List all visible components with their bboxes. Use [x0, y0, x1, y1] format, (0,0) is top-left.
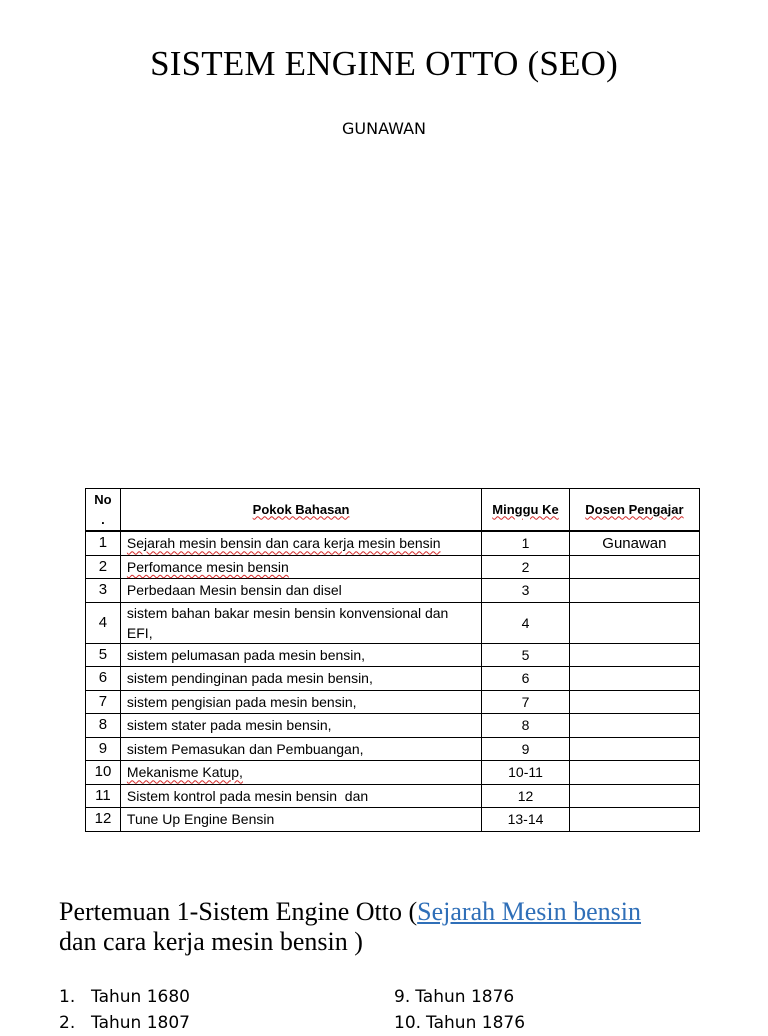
row-lecturer: [569, 602, 699, 643]
header-no-line1: No: [94, 491, 112, 507]
row-topic: sistem pengisian pada mesin bensin,: [120, 690, 481, 714]
row-week: 9: [482, 737, 570, 761]
table-row: [86, 761, 700, 785]
table-row: [86, 643, 700, 667]
list-item: [59, 1010, 190, 1036]
row-number: 10: [86, 761, 121, 785]
row-number: 8: [86, 714, 121, 738]
author-name: GUNAWAN: [341, 119, 426, 138]
list-text: Tahun 1680: [91, 987, 190, 1007]
header-topic: Pokok Bahasan: [120, 489, 481, 532]
row-number: 2: [86, 555, 121, 579]
row-week: 7: [482, 690, 570, 714]
header-lecturer: Dosen Pengajar: [569, 489, 699, 532]
years-list-right: [394, 984, 525, 1036]
table-header-row: [86, 489, 700, 532]
row-week: 5: [482, 643, 570, 667]
row-number: 6: [86, 667, 121, 691]
row-number: 3: [86, 579, 121, 603]
row-topic: Sistem kontrol pada mesin bensin dan: [120, 784, 481, 808]
table-row: [86, 808, 700, 832]
meeting-heading: [59, 897, 719, 957]
row-lecturer: [569, 761, 699, 785]
row-number: 11: [86, 784, 121, 808]
row-lecturer: [569, 690, 699, 714]
row-lecturer: [569, 667, 699, 691]
row-week: 4: [482, 602, 570, 643]
row-lecturer: [569, 808, 699, 832]
table-row: [86, 784, 700, 808]
list-item: [394, 1010, 525, 1036]
row-topic: Perbedaan Mesin bensin dan disel: [120, 579, 481, 603]
row-number: 5: [86, 643, 121, 667]
table-row: [86, 555, 700, 579]
list-text: Tahun 1876: [426, 1013, 526, 1033]
row-lecturer: [569, 579, 699, 603]
row-lecturer: [569, 737, 699, 761]
list-item: [394, 984, 525, 1010]
table-row: [86, 602, 700, 643]
row-topic: Perfomance mesin bensin: [120, 555, 481, 579]
row-week: 6: [482, 667, 570, 691]
row-topic: sistem bahan bakar mesin bensin konvensional dan EFI,: [120, 602, 481, 643]
table-row: [86, 714, 700, 738]
table-row: [86, 690, 700, 714]
row-number: 7: [86, 690, 121, 714]
row-lecturer: [569, 643, 699, 667]
meeting-suffix: dan cara kerja mesin bensin ): [59, 927, 363, 956]
row-topic: sistem stater pada mesin bensin,: [120, 714, 481, 738]
list-marker: 10.: [394, 1013, 422, 1033]
table-row: [86, 667, 700, 691]
row-lecturer: Gunawan: [569, 531, 699, 555]
row-topic: Tune Up Engine Bensin: [120, 808, 481, 832]
document-title: SISTEM ENGINE OTTO (SEO): [150, 44, 618, 83]
list-text: Tahun 1807: [91, 1013, 190, 1033]
table-row: [86, 579, 700, 603]
row-week: 2: [482, 555, 570, 579]
table-row: [86, 737, 700, 761]
list-item: [59, 984, 190, 1010]
row-number: 1: [86, 531, 121, 555]
row-number: 12: [86, 808, 121, 832]
meeting-prefix: Pertemuan 1-Sistem Engine Otto (: [59, 897, 418, 926]
header-week: Minggu Ke: [482, 489, 570, 532]
list-text: Tahun 1876: [415, 987, 515, 1007]
list-marker: 2.: [59, 1013, 76, 1033]
row-number: 9: [86, 737, 121, 761]
row-week: 13-14: [482, 808, 570, 832]
list-marker: 9.: [394, 987, 411, 1007]
header-no: [86, 489, 121, 532]
list-marker: 1.: [59, 987, 76, 1007]
row-lecturer: [569, 714, 699, 738]
history-link[interactable]: Sejarah Mesin bensin: [417, 897, 642, 926]
course-topics-table: [85, 488, 700, 832]
years-list-left: [59, 984, 190, 1036]
table-row: [86, 531, 700, 555]
row-week: 1: [482, 531, 570, 555]
row-week: 8: [482, 714, 570, 738]
row-week: 12: [482, 784, 570, 808]
row-week: 10-11: [482, 761, 570, 785]
header-no-line2: .: [101, 511, 105, 527]
row-topic: Mekanisme Katup,: [120, 761, 481, 785]
row-topic: sistem pelumasan pada mesin bensin,: [120, 643, 481, 667]
row-number: 4: [86, 602, 121, 643]
row-lecturer: [569, 555, 699, 579]
row-topic: sistem Pemasukan dan Pembuangan,: [120, 737, 481, 761]
row-topic: sistem pendinginan pada mesin bensin,: [120, 667, 481, 691]
row-lecturer: [569, 784, 699, 808]
row-topic: Sejarah mesin bensin dan cara kerja mesin bensin: [120, 531, 481, 555]
row-week: 3: [482, 579, 570, 603]
